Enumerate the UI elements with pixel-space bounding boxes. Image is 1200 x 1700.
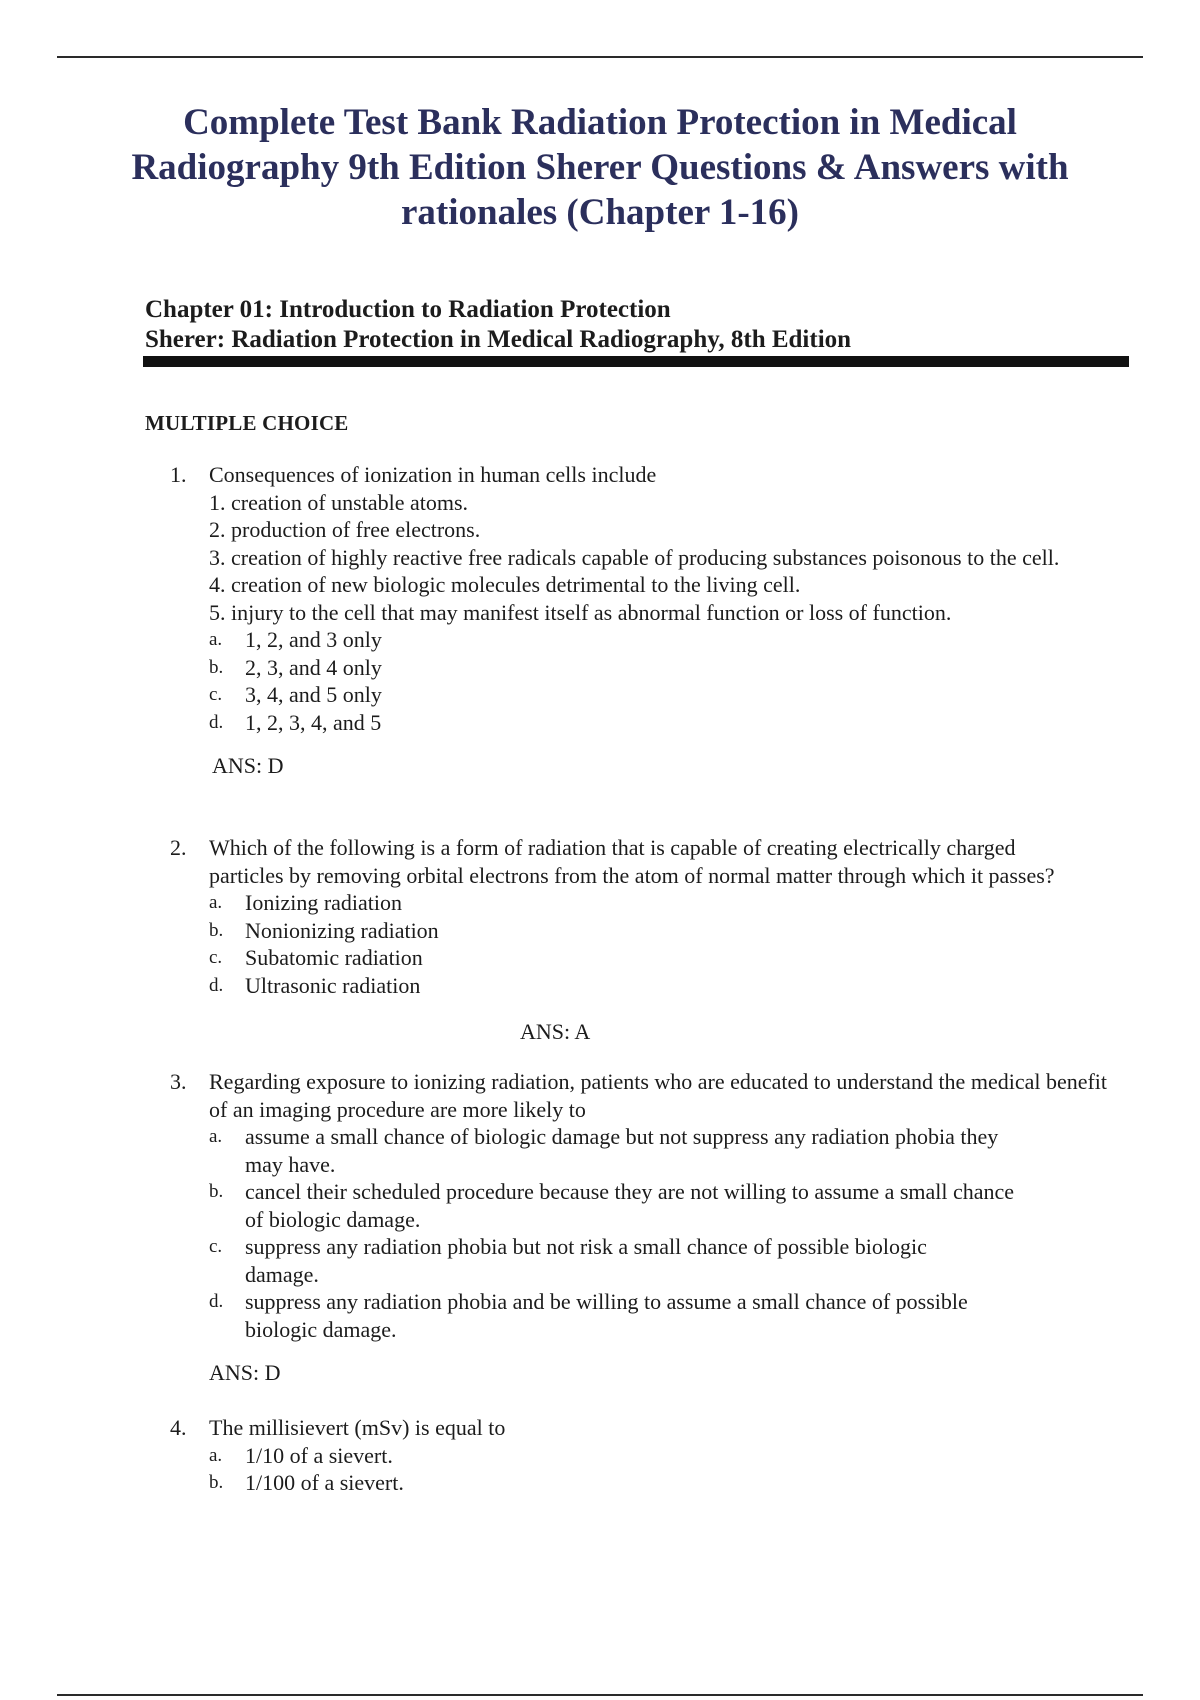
option-letter: a. (209, 1444, 223, 1466)
option-b (209, 1469, 1130, 1497)
section-heading: MULTIPLE CHOICE (145, 411, 349, 435)
option-letter: c. (209, 1236, 223, 1257)
option-d (209, 972, 669, 1000)
statement: 2. production of free electrons. (209, 517, 481, 542)
chapter-header (145, 295, 851, 355)
option-text: cancel their scheduled procedure because they are not willing to assume a small chance of biologic damage. (245, 1179, 1015, 1232)
book-heading: Sherer: Radiation Protection in Medical Radiography, 8th Edition (145, 326, 852, 353)
title-line-3: rationales (Chapter 1-16) (400, 192, 800, 233)
question-number: 2. (170, 835, 187, 860)
option-letter: d. (209, 1291, 224, 1312)
option-letter: d. (209, 711, 224, 733)
question-3 (170, 1068, 1130, 1387)
option-text: Subatomic radiation (245, 945, 423, 970)
option-c (209, 681, 1130, 709)
statement: 4. creation of new biologic molecules detrimental to the living cell. (209, 572, 801, 597)
option-text: suppress any radiation phobia but not risk a small chance of possible biologic damage. (245, 1234, 927, 1287)
question-4 (170, 1414, 1130, 1497)
option-text: assume a small chance of biologic damage but not suppress any radiation phobia they may have. (245, 1124, 999, 1177)
option-a (209, 889, 669, 917)
question-stem: Regarding exposure to ionizing radiation, patients who are educated to understand the medical benefit of an imaging procedure are more likely to (209, 1069, 1108, 1122)
option-c (209, 944, 669, 972)
option-text: Nonionizing radiation (245, 917, 439, 943)
option-d (209, 709, 1130, 737)
statement: 5. injury to the cell that may manifest itself as abnormal function or loss of function. (209, 599, 952, 625)
document-title (120, 100, 1080, 235)
question-stem: Which of the following is a form of radiation that is capable of creating electrically charged particles by removing orbital electrons from the atom of normal matter through which it passes? (209, 835, 1055, 888)
option-letter: b. (209, 1181, 224, 1202)
option-list (209, 889, 669, 999)
option-text: 1/100 of a sievert. (245, 1470, 404, 1495)
option-letter: d. (209, 974, 224, 996)
option-text: 1, 2, and 3 only (245, 627, 382, 652)
title-line-2: Radiography 9th Edition Sherer Questions & Answers with (131, 147, 1069, 188)
option-letter: b. (209, 656, 224, 678)
question-1 (170, 461, 1130, 780)
option-text: 3, 4, and 5 only (245, 682, 382, 707)
option-text: Ionizing radiation (245, 890, 403, 915)
bottom-rule (57, 1694, 1143, 1696)
option-list (209, 1123, 1049, 1343)
option-a (209, 1442, 1130, 1470)
option-a (209, 626, 1130, 654)
option-letter: a. (209, 629, 223, 650)
title-line-1: Complete Test Bank Radiation Protection in Medical (183, 102, 1017, 143)
option-letter: b. (209, 1472, 224, 1493)
option-list (209, 626, 1130, 736)
option-text: 1, 2, 3, 4, and 5 (245, 709, 382, 735)
option-letter: a. (209, 892, 223, 913)
option-b (209, 1178, 1049, 1233)
option-list (209, 1442, 1130, 1497)
answer-key: ANS: A (520, 1019, 591, 1044)
option-text: suppress any radiation phobia and be willing to assume a small chance of possible biologic damage. (245, 1289, 968, 1342)
option-d (209, 1288, 1049, 1343)
option-letter: c. (209, 947, 223, 968)
chapter-heading: Chapter 01: Introduction to Radiation Protection (145, 296, 671, 323)
option-text: 2, 3, and 4 only (245, 654, 382, 680)
option-b (209, 654, 1130, 682)
question-stem: Consequences of ionization in human cells include (209, 462, 657, 487)
option-letter: b. (209, 919, 224, 941)
question-2 (170, 834, 1130, 1044)
question-stem: The millisievert (mSv) is equal to (209, 1415, 506, 1440)
option-text: Ultrasonic radiation (245, 972, 421, 998)
option-text: 1/10 of a sievert. (245, 1442, 393, 1468)
statement-list (209, 489, 1130, 627)
question-number: 4. (170, 1415, 187, 1440)
option-a (209, 1123, 1049, 1178)
option-c (209, 1233, 1049, 1288)
statement: 3. creation of highly reactive free radicals capable of producing substances poisonous to the cell. (209, 544, 1060, 570)
top-rule (57, 56, 1143, 58)
option-letter: a. (209, 1126, 223, 1147)
answer-key: ANS: D (212, 753, 284, 778)
answer-key: ANS: D (209, 1360, 281, 1385)
option-letter: c. (209, 684, 223, 705)
question-number: 3. (170, 1069, 187, 1094)
chapter-divider (143, 356, 1129, 367)
statement: 1. creation of unstable atoms. (209, 489, 469, 515)
question-number: 1. (170, 462, 187, 487)
option-b (209, 917, 669, 945)
